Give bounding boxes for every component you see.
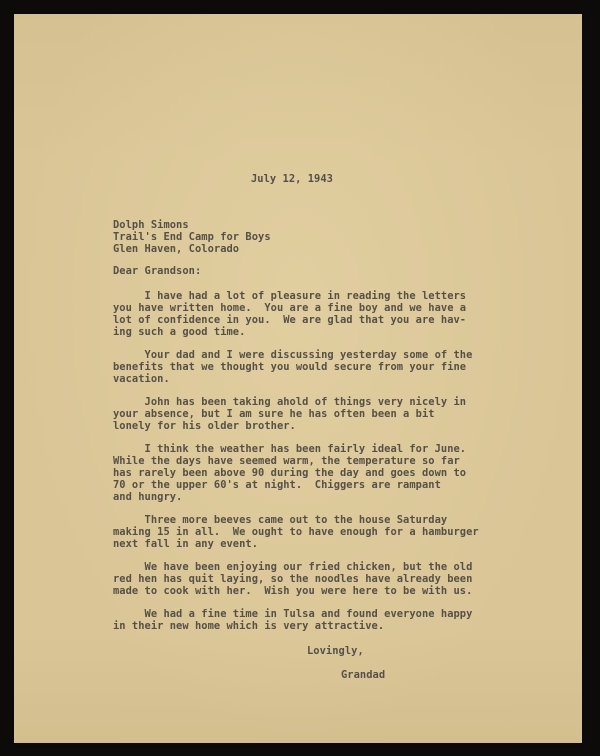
paragraph-line: I think the weather has been fairly ideal for June. [113,443,467,455]
paragraph-line: While the days have seemed warm, the temperature so far [113,455,460,467]
paragraph-line: I have had a lot of pleasure in reading the letters [113,290,467,302]
paragraph-line: in their new home which is very attractive. [113,620,385,632]
paragraph-line: lonely for his older brother. [113,420,296,432]
paragraph-line: and hungry. [113,491,183,503]
recipient-address-line: Trail's End Camp for Boys [113,231,271,243]
recipient-name: Dolph Simons [113,219,189,231]
letter-page [14,14,582,743]
closing: Lovingly, [307,645,364,657]
letter-date: July 12, 1943 [251,173,333,185]
paragraph-line: made to cook with her. Wish you were here to be with us. [113,585,473,597]
letter-body [14,14,582,743]
paragraph-line: your absence, but I am sure he has often been a bit [113,408,435,420]
paragraph-line: red hen has quit laying, so the noodles have already been [113,573,473,585]
paragraph-line: Three more beeves came out to the house Saturday [113,514,448,526]
recipient-address-line: Glen Haven, Colorado [113,243,240,255]
paragraph-line: vacation. [113,373,170,385]
paragraph-line: We have been enjoying our fried chicken, but the old [113,561,473,573]
paragraph-line: John has been taking ahold of things very nicely in [113,396,467,408]
paragraph-line: making 15 in all. We ought to have enough for a hamburger [113,526,479,538]
paragraph-line: benefits that we thought you would secure from your fine [113,361,467,373]
signature: Grandad [341,669,386,681]
paragraph-line: next fall in any event. [113,538,259,550]
paragraph-line: you have written home. You are a fine boy and we have a [113,302,467,314]
paragraph-line: Your dad and I were discussing yesterday some of the [113,349,473,361]
paragraph-line: lot of confidence in you. We are glad that you are hav- [113,314,467,326]
paragraph-line: We had a fine time in Tulsa and found everyone happy [113,608,473,620]
paragraph-line: has rarely been above 90 during the day and goes down to [113,467,467,479]
salutation: Dear Grandson: [113,265,202,277]
paragraph-line: 70 or the upper 60's at night. Chiggers are rampant [113,479,441,491]
paragraph-line: ing such a good time. [113,326,246,338]
